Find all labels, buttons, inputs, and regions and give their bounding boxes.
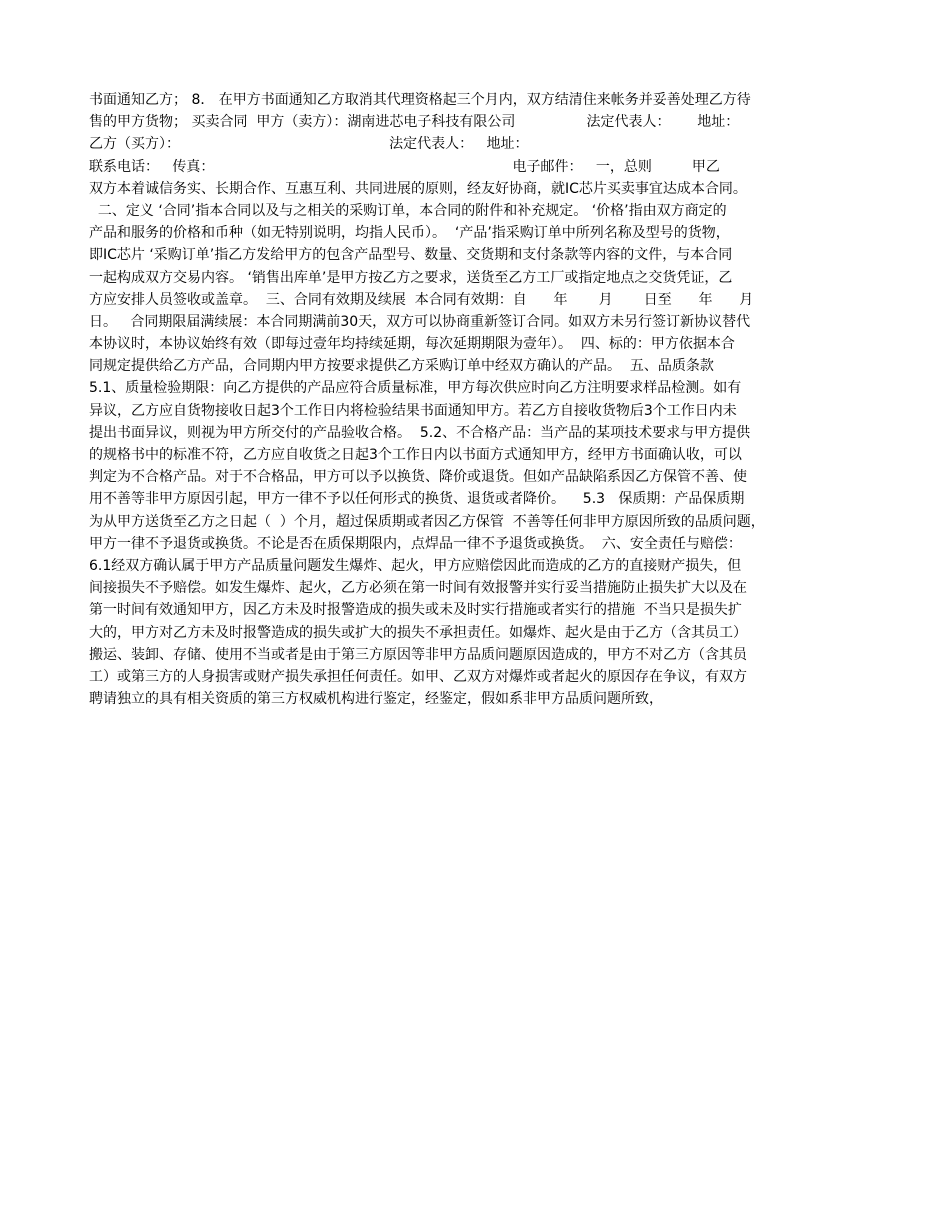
text-line: 售的甲方货物； 买卖合同 甲方（卖方）：湖南进芯电子科技有限公司 法定代表人： 地址： <box>89 114 740 131</box>
text-line: 即IC芯片 ‘采购订单’指乙方发给甲方的包含产品型号、数量、交货期和支付条款等内容的文件，与本合同 <box>89 247 733 264</box>
text-line: 间接损失不予赔偿。如发生爆炸、起火，乙方必须在第一时间有效报警并实行妥当措施防止损失扩大以及在 <box>89 580 747 597</box>
text-line: 甲方一律不予退货或换货。不论是否在质保期限内，点焊品一律不予退货或换货。 六、安全责任与赔偿： <box>89 535 742 552</box>
text-line: 聘请独立的具有相关资质的第三方权威机构进行鉴定，经鉴定，假如系非甲方品质问题所致， <box>89 691 663 708</box>
text-line: 产品和服务的价格和币种（如无特别说明，均指人民币）。 ‘产品’指采购订单中所列名称及型号的货物， <box>89 225 730 242</box>
text-line: 为从甲方送货至乙方之日起（ ）个月，超过保质期或者因乙方保管 不善等任何非甲方原因所致的品质问题， <box>89 513 765 530</box>
text-line: 本协议时，本协议始终有效（即每过壹年均持续延期，每次延期期限为壹年）。 四、标的：甲方依据本合 <box>89 336 735 353</box>
text-line: 日。 合同期限届满续展：本合同期满前30天，双方可以协商重新签订合同。如双方未另行签订新协议替代 <box>89 313 751 330</box>
text-line: 双方本着诚信务实、长期合作、互惠互利、共同进展的原则，经友好协商，就IC芯片买卖事宜达成本合同。 <box>89 180 747 197</box>
text-line: 同规定提供给乙方产品，合同期内甲方按要求提供乙方采购订单中经双方确认的产品。 五、品质条款 <box>89 358 714 375</box>
text-line: 第一时间有效通知甲方，因乙方未及时报警造成的损失或未及时实行措施或者实行的措施 不当只是损失扩 <box>89 602 742 619</box>
text-line: 搬运、装卸、存储、使用不当或者是由于第三方原因等非甲方品质问题原因造成的，甲方不对乙方（含其员 <box>89 646 747 663</box>
text-line: 方应安排人员签收或盖章。 三、合同有效期及续展 本合同有效期：自 年 月 日至 年 月 <box>89 291 754 308</box>
text-line: 判定为不合格产品。对于不合格品，甲方可以予以换货、降价或退货。但如产品缺陷系因乙方保管不善、使 <box>89 469 747 486</box>
text-line: 提出书面异议，则视为甲方所交付的产品验收合格。 5.2、不合格产品：当产品的某项技术要求与甲方提供 <box>89 424 751 441</box>
text-line: 联系电话： 传真： 电子邮件： 一，总则 甲乙 <box>89 158 720 175</box>
text-line: 5.1、质量检验期限：向乙方提供的产品应符合质量标准，甲方每次供应时向乙方注明要求样品检测。如有 <box>89 380 742 397</box>
text-line: 工）或第三方的人身损害或财产损失承担任何责任。如甲、乙双方对爆炸或者起火的原因存在争议，有双方 <box>89 668 747 685</box>
text-line: 6.1经双方确认属于甲方产品质量问题发生爆炸、起火，甲方应赔偿因此而造成的乙方的直接财产损失，但 <box>89 557 742 574</box>
text-line: 的规格书中的标准不符，乙方应自收货之日起3个工作日内以书面方式通知甲方，经甲方书面确认收，可以 <box>89 447 742 463</box>
text-line: 乙方（买方）： 法定代表人： 地址： <box>89 136 529 153</box>
text-line: 异议，乙方应自货物接收日起3个工作日内将检验结果书面通知甲方。若乙方自接收货物后3个工作日内未 <box>89 402 737 419</box>
text-line: 二、定义 ‘合同’指本合同以及与之相关的采购订单，本合同的附件和补充规定。 ‘价格’指由双方商定的 <box>89 202 727 219</box>
text-line: 一起构成双方交易内容。 ‘销售出库单’是甲方按乙方之要求，送货至乙方工厂或指定地点之交货凭证，乙 <box>89 269 733 286</box>
document-body-text <box>89 89 869 710</box>
text-line: 用不善等非甲方原因引起，甲方一律不予以任何形式的换货、退货或者降价。 5.3 保质期：产品保质期 <box>89 491 745 508</box>
text-line: 书面通知乙方； 8． 在甲方书面通知乙方取消其代理资格起三个月内，双方结清住来帐务并妥善处理乙方待 <box>89 92 751 108</box>
text-line: 大的，甲方对乙方未及时报警造成的损失或扩大的损失不承担责任。如爆炸、起火是由于乙方（含其员工） <box>89 624 747 641</box>
